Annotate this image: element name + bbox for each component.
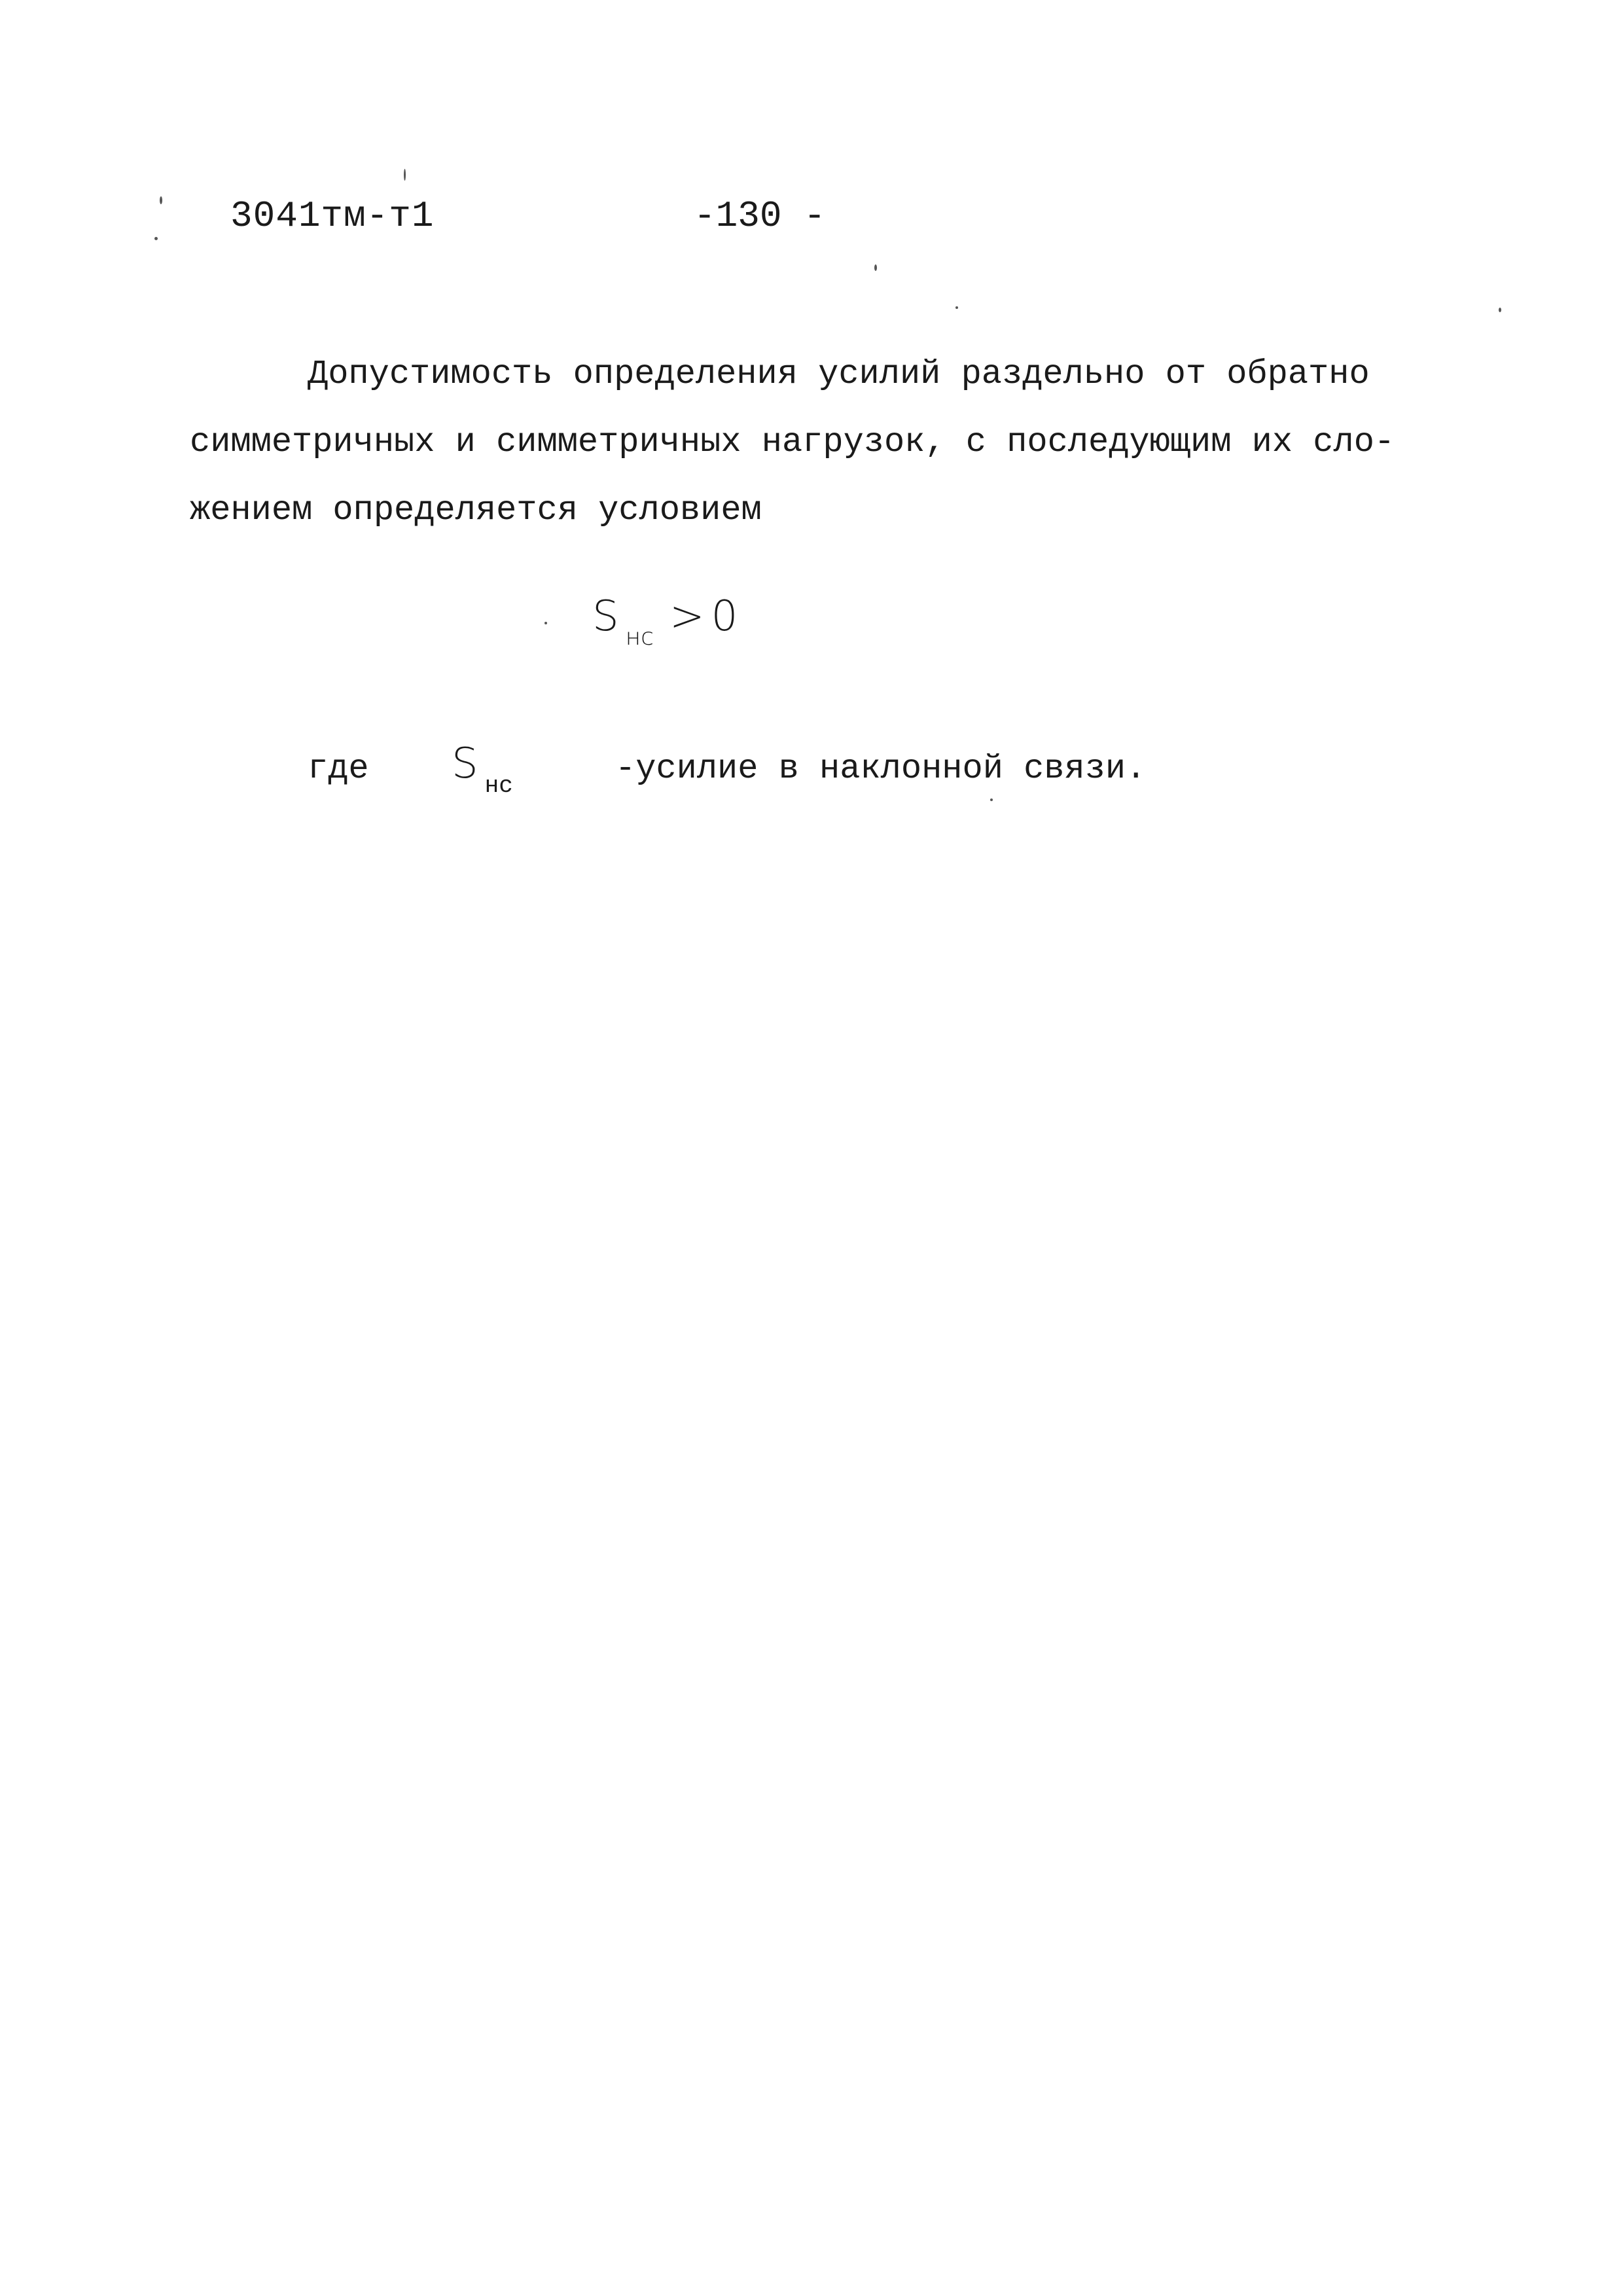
condition-formula [592,592,738,651]
scan-speck [990,798,993,801]
definition-subscript: нс [484,772,513,799]
definition-symbol-group [452,740,615,799]
definition-text: -усилие в наклонной связи. [615,749,1147,788]
formula-symbol: S [592,592,619,641]
body-paragraph [190,340,1400,545]
scan-speck [544,622,547,624]
scan-speck [1499,308,1501,312]
page-number: -130 - [694,195,826,237]
paragraph-line: симметричных и симметричных нагрузок, с последующим их сло- [190,423,1395,461]
scan-speck [160,196,162,204]
scan-speck [154,237,158,240]
paragraph-line: Допустимость определения усилий раздельно от обратно [308,355,1370,393]
paragraph-line: жением определяется условием [190,491,762,529]
definition-symbol: S [452,740,478,788]
where-word: где [308,749,369,788]
definition-line [308,740,1146,799]
formula-value: 0 [711,592,738,641]
formula-subscript: нс [625,624,654,651]
scan-speck [955,306,958,309]
scan-speck [404,169,406,181]
formula-relation: > [669,592,705,641]
scan-speck [874,264,877,271]
document-code: 3041тм-т1 [230,195,435,237]
